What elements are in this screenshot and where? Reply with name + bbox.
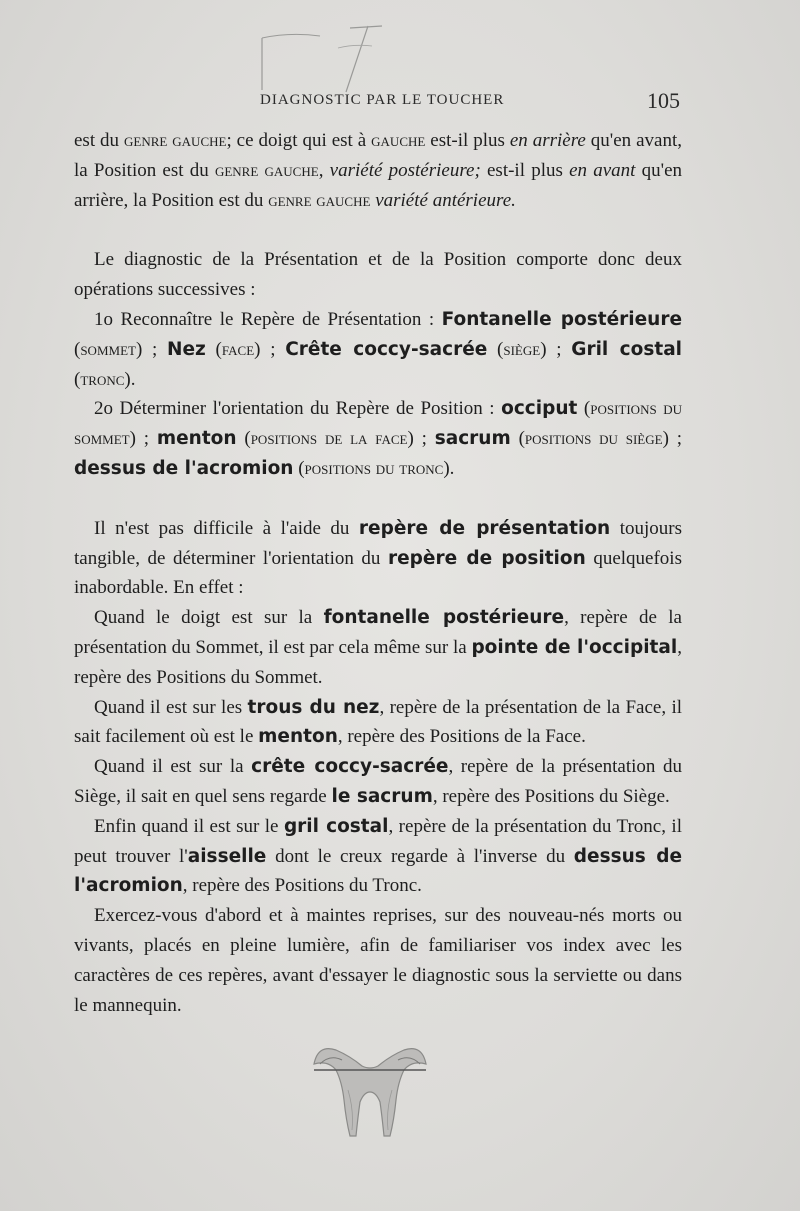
small-caps-term: genre gauche	[214, 159, 319, 181]
bold-term: dessus de l'acromion	[74, 457, 294, 479]
text-span: est-il plus	[480, 159, 570, 181]
text-span: (	[74, 368, 81, 390]
small-caps-term: tronc	[80, 368, 125, 390]
paragraph-gap	[74, 215, 682, 245]
bold-term: repère de présentation	[358, 517, 611, 539]
small-caps-term: positions du tronc	[304, 457, 444, 479]
text-span: , repère des Positions du Sommet.	[74, 636, 682, 688]
paragraph-diagnostic-intro: Le diagnostic de la Présentation et de la Position comporte donc deux opérations successives :	[74, 249, 682, 301]
small-caps-term: sommet	[80, 338, 136, 360]
text-span: (	[236, 428, 251, 450]
small-caps-term: gauche	[371, 130, 426, 151]
text-span: (	[74, 338, 81, 360]
text-span: quelquefois inabordable. En effet :	[74, 547, 682, 599]
text-span: , repère des Positions du Tronc.	[182, 875, 422, 897]
text-span: (	[487, 338, 504, 360]
pencil-mark-icon	[250, 18, 390, 98]
bold-term: Nez	[167, 338, 206, 360]
paragraph-gap	[74, 484, 682, 514]
small-caps-term: genre gauche	[124, 130, 227, 151]
text-span: , repère de la présentation de la Face, il sait facilement où est le	[74, 696, 683, 748]
text-span: Enfin quand il est sur le	[94, 815, 284, 837]
bold-term: menton	[156, 428, 237, 450]
text-span: , repère de la présentation du Sommet, il est par cela même sur la	[74, 607, 682, 658]
tailpiece-ornament-icon	[300, 1030, 440, 1140]
bold-term: Fontanelle postérieure	[441, 308, 683, 330]
bold-term: pointe de l'occipital	[471, 636, 678, 658]
text-span: ) ;	[254, 338, 286, 360]
paragraph-sommet	[74, 603, 682, 692]
bold-term: repère de position	[387, 547, 586, 569]
paragraph-exercises: Exercez-vous d'abord et à maintes reprises, sur des nouveau-nés morts ou vivants, placés en pleine lumière, afin de familiariser vos index avec les caractères de ces repères, avant d'essayer le diagnostic sous la serviette ou dans le mannequin.	[74, 905, 682, 1016]
paragraph-step-one	[74, 305, 682, 394]
text-span: Quand il est sur les	[94, 696, 248, 718]
text-span: (	[293, 457, 305, 479]
running-title: DIAGNOSTIC PAR LE TOUCHER	[260, 92, 505, 108]
text-span: , repère de la présentation du Tronc, il peut trouver l'	[74, 815, 682, 867]
text-span: (	[510, 428, 525, 450]
text-span: , repère de la présentation du Siège, il sait en quel sens regarde	[74, 756, 682, 807]
bold-term: occiput	[501, 398, 578, 420]
page-header	[74, 88, 680, 118]
text-span: Il n'est pas difficile à l'aide du	[94, 517, 359, 539]
paragraph-not-difficult	[74, 514, 682, 603]
paragraph-tronc	[74, 812, 682, 901]
small-caps-term: siège	[503, 338, 541, 360]
small-caps-term: genre gauche	[268, 189, 371, 211]
text-span: est-il plus	[425, 130, 510, 151]
text-span: ) ;	[135, 338, 168, 360]
text-span: ) ;	[407, 428, 435, 450]
text-span: ) ;	[540, 338, 572, 360]
bold-term: dessus de l'acromion	[74, 845, 682, 897]
small-caps-term: positions de la face	[250, 428, 408, 450]
italic-term: variété antérieure.	[375, 189, 516, 211]
bold-term: crête coccy-sacrée	[251, 756, 449, 778]
text-span: dont le creux regarde à l'inverse du	[266, 845, 574, 867]
paragraph-siege	[74, 752, 682, 812]
text-span: (	[205, 338, 222, 360]
paragraph-face	[74, 693, 682, 753]
italic-term: en avant	[569, 159, 636, 181]
text-span: qu'en avant, la Position est du	[74, 130, 683, 181]
text-span: qu'en arrière, la Position est du	[74, 159, 683, 211]
bold-term: gril costal	[283, 815, 389, 837]
text-span: ; ce doigt qui est à	[226, 130, 372, 151]
bold-term: menton	[258, 726, 338, 748]
bold-term: le sacrum	[331, 785, 433, 807]
bold-term: Gril costal	[571, 338, 683, 360]
text-span: , repère des Positions de la Face.	[337, 726, 586, 748]
bold-term: fontanelle postérieure	[323, 607, 565, 629]
bold-term: aisselle	[187, 845, 267, 867]
text-span: (	[577, 398, 591, 420]
bold-term: sacrum	[434, 428, 511, 450]
text-span: , repère des Positions du Siège.	[432, 785, 670, 807]
text-span: 1o Reconnaître le Repère de Présentation :	[94, 308, 442, 330]
bold-term: trous du nez	[247, 696, 380, 718]
page-number: 105	[647, 88, 680, 113]
bold-term: Crête coccy-sacrée	[285, 338, 488, 360]
small-caps-term: positions du siège	[524, 428, 663, 450]
small-caps-term: face	[221, 338, 255, 360]
italic-term: variété postérieure;	[329, 159, 481, 181]
text-span: ) ;	[129, 428, 157, 450]
text-span: toujours tangible, de déterminer l'orientation du	[74, 517, 682, 569]
text-span: ).	[443, 457, 455, 479]
text-span: 2o Déterminer l'orientation du Repère de Position :	[94, 398, 502, 420]
text-span: ).	[124, 368, 136, 390]
small-caps-term: positions du sommet	[74, 398, 682, 450]
italic-term: en arrière	[509, 130, 586, 151]
text-span: Quand il est sur la	[94, 756, 252, 778]
text-span: ) ;	[662, 428, 682, 450]
page-body	[74, 126, 682, 1020]
text-span: est du	[74, 130, 124, 151]
paragraph-genre-gauche	[74, 126, 682, 215]
text-span: Quand le doigt est sur la	[94, 607, 324, 629]
paragraph-step-two	[74, 394, 682, 483]
text-span: ,	[318, 159, 330, 181]
